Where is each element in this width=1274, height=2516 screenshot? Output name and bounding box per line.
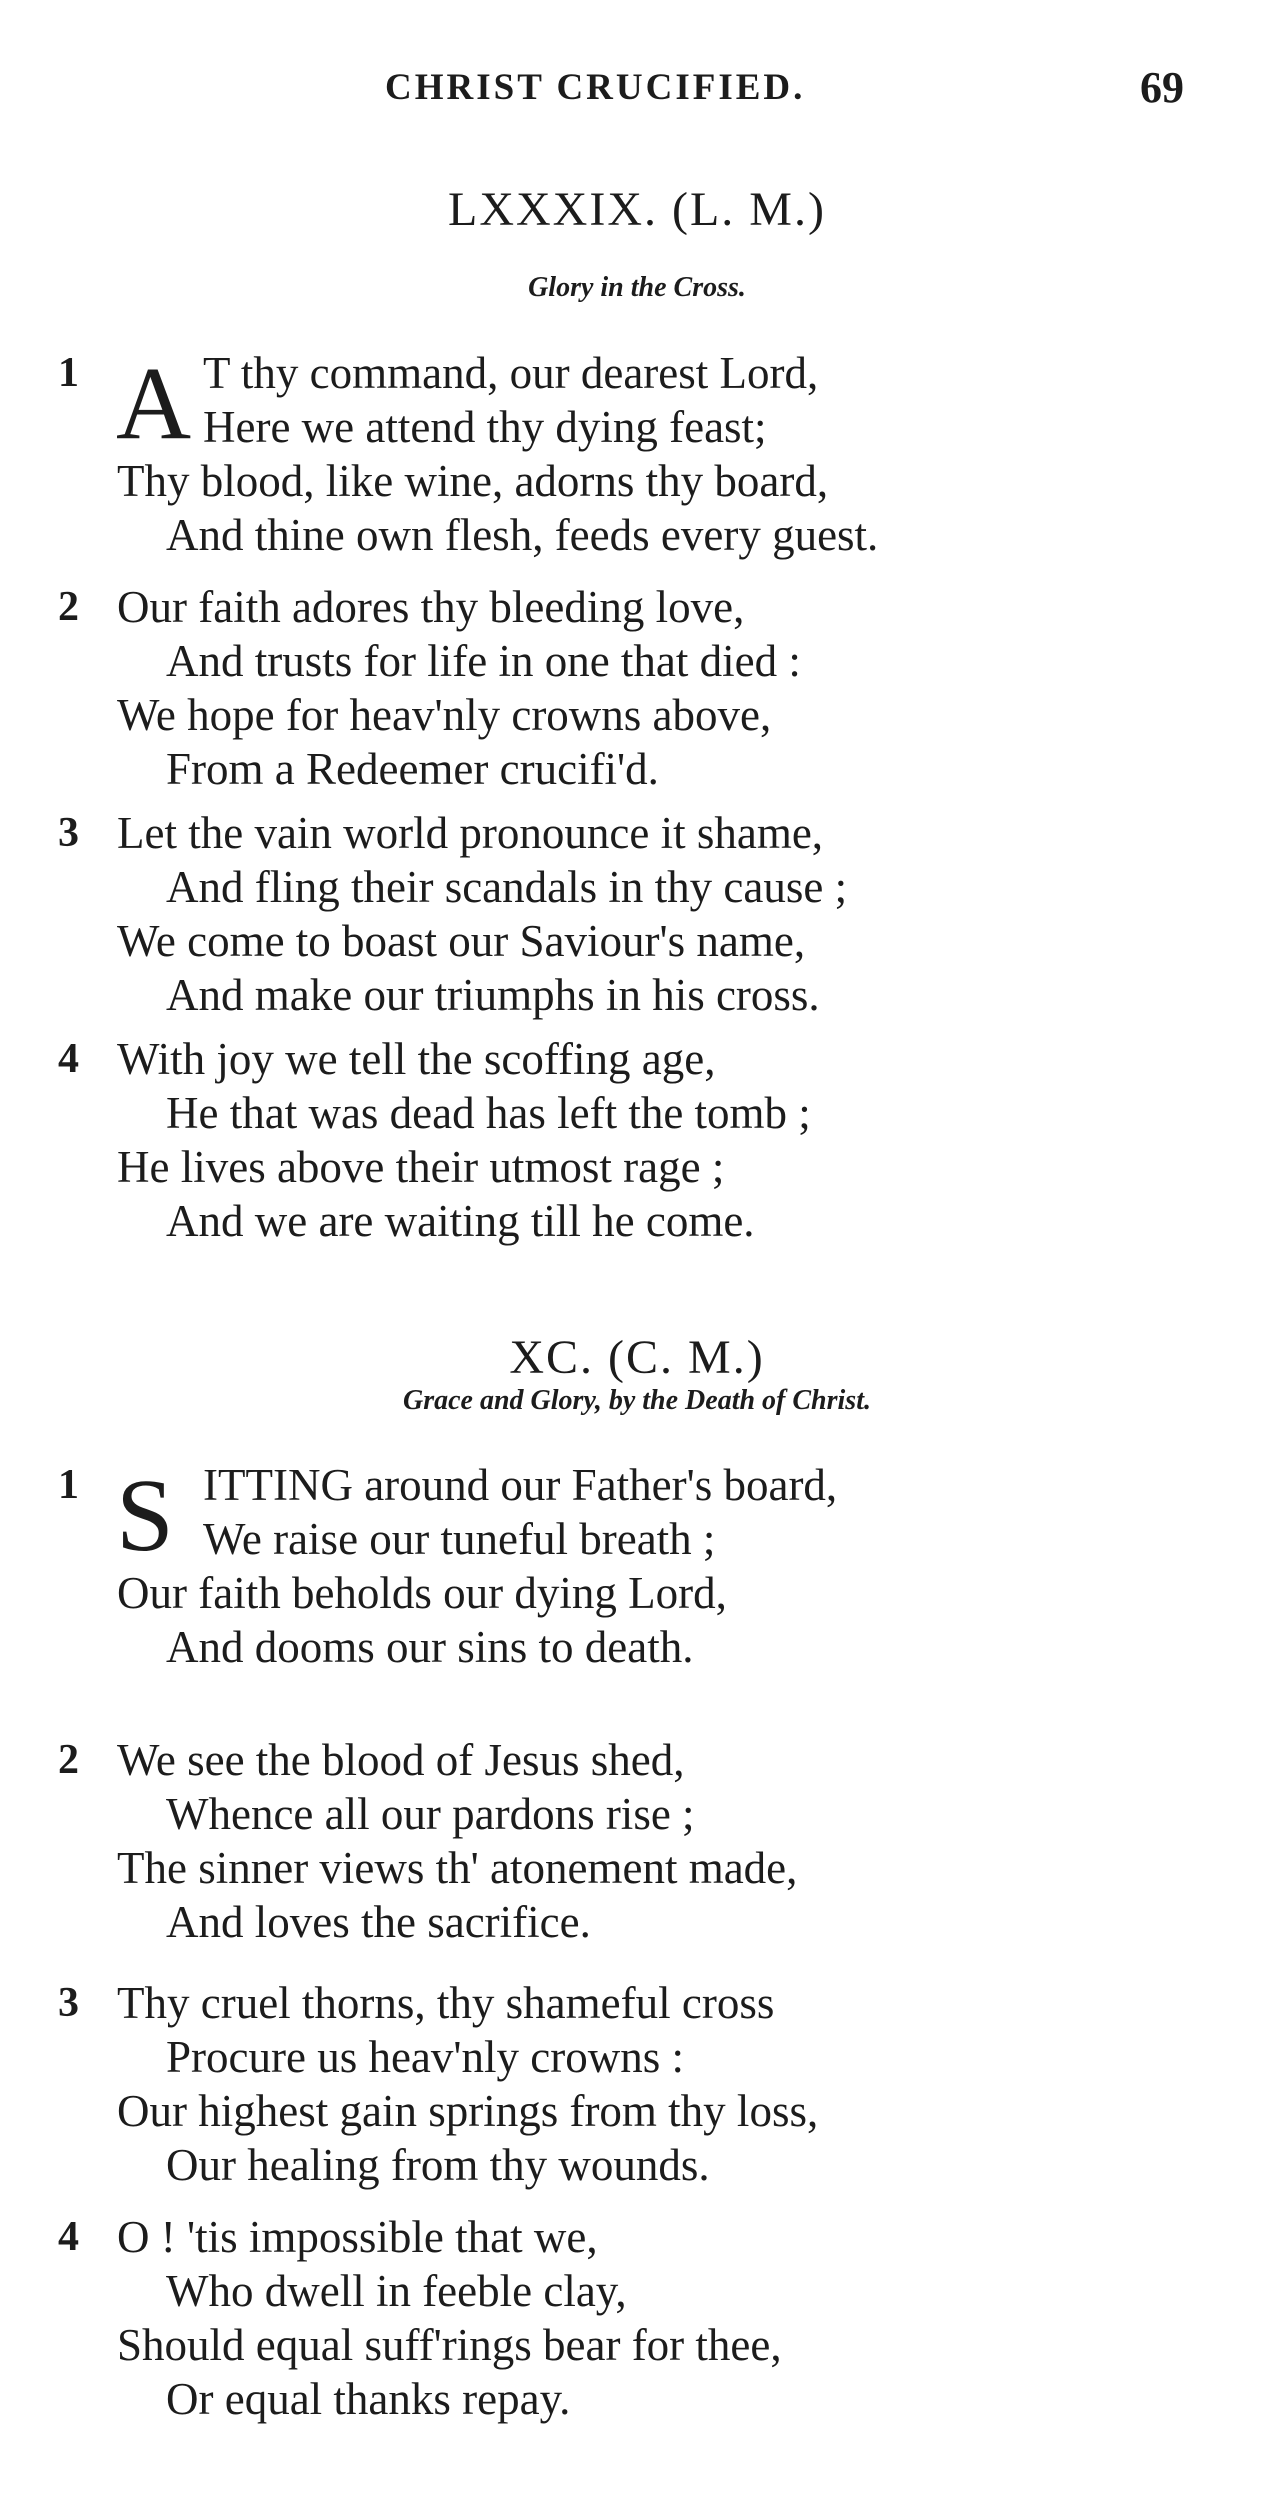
verse-line: Thy cruel thorns, thy shameful cross bbox=[117, 1978, 775, 2028]
verse-line: Our healing from thy wounds. bbox=[166, 2140, 710, 2190]
verse-line: The sinner views th' atonement made, bbox=[117, 1843, 798, 1893]
page-number: 69 bbox=[1140, 63, 1184, 112]
stanza bbox=[0, 806, 1274, 1022]
running-title: CHRIST CRUCIFIED. bbox=[385, 67, 806, 108]
hymn-title: XC. (C. M.) bbox=[509, 1331, 765, 1384]
stanza bbox=[0, 346, 1274, 562]
stanza-number: 2 bbox=[58, 1737, 79, 1783]
stanza-number: 3 bbox=[58, 1980, 79, 2026]
verse-line: We raise our tuneful breath ; bbox=[203, 1514, 716, 1564]
verse-line: Or equal thanks repay. bbox=[166, 2374, 571, 2424]
verse-line: Thy blood, like wine, adorns thy board, bbox=[117, 456, 829, 506]
verse-line: Here we attend thy dying feast; bbox=[203, 402, 767, 452]
hymn-title: LXXXIX. (L. M.) bbox=[448, 183, 826, 236]
hymn-subtitle: Grace and Glory, by the Death of Christ. bbox=[403, 1385, 871, 1416]
verse-line: Procure us heav'nly crowns : bbox=[166, 2032, 684, 2082]
verse-line: We come to boast our Saviour's name, bbox=[117, 916, 806, 966]
drop-cap: S bbox=[116, 1458, 174, 1573]
stanza bbox=[0, 580, 1274, 796]
stanza-number: 3 bbox=[58, 810, 79, 856]
stanza-number: 4 bbox=[58, 2214, 79, 2260]
verse-line: T thy command, our dearest Lord, bbox=[203, 348, 819, 398]
verse-line: And thine own flesh, feeds every guest. bbox=[166, 510, 879, 560]
stanza-number: 1 bbox=[58, 1462, 79, 1508]
stanza-number: 4 bbox=[58, 1036, 79, 1082]
verse-line: O ! 'tis impossible that we, bbox=[117, 2212, 598, 2262]
stanza bbox=[0, 2210, 1274, 2426]
verse-line: And loves the sacrifice. bbox=[166, 1897, 591, 1947]
verse-line: Our faith beholds our dying Lord, bbox=[117, 1568, 727, 1618]
stanza bbox=[0, 1032, 1274, 1248]
verse-line: Who dwell in feeble clay, bbox=[166, 2266, 627, 2316]
verse-line: He that was dead has left the tomb ; bbox=[166, 1088, 811, 1138]
stanza bbox=[0, 1733, 1274, 1949]
hymn-subtitle: Glory in the Cross. bbox=[528, 272, 746, 303]
verse-line: We see the blood of Jesus shed, bbox=[117, 1735, 685, 1785]
page-header bbox=[0, 63, 1274, 126]
stanza bbox=[0, 1458, 1274, 1674]
verse-line: Our highest gain springs from thy loss, bbox=[117, 2086, 819, 2136]
verse-line: We hope for heav'nly crowns above, bbox=[117, 690, 772, 740]
verse-line: Our faith adores thy bleeding love, bbox=[117, 582, 745, 632]
verse-line: Whence all our pardons rise ; bbox=[166, 1789, 695, 1839]
verse-line: And fling their scandals in thy cause ; bbox=[166, 862, 848, 912]
verse-line: With joy we tell the scoffing age, bbox=[117, 1034, 716, 1084]
verse-line: From a Redeemer crucifi'd. bbox=[166, 744, 659, 794]
verse-line: And make our triumphs in his cross. bbox=[166, 970, 820, 1020]
verse-line: And trusts for life in one that died : bbox=[166, 636, 801, 686]
drop-cap: A bbox=[116, 346, 192, 461]
verse-line: Should equal suff'rings bear for thee, bbox=[117, 2320, 782, 2370]
verse-line: He lives above their utmost rage ; bbox=[117, 1142, 725, 1192]
verse-line: And dooms our sins to death. bbox=[166, 1622, 694, 1672]
stanza bbox=[0, 1976, 1274, 2192]
stanza-number: 2 bbox=[58, 584, 79, 630]
stanza-number: 1 bbox=[58, 350, 79, 396]
verse-line: And we are waiting till he come. bbox=[166, 1196, 755, 1246]
verse-line: Let the vain world pronounce it shame, bbox=[117, 808, 824, 858]
verse-line: ITTING around our Father's board, bbox=[203, 1460, 838, 1510]
